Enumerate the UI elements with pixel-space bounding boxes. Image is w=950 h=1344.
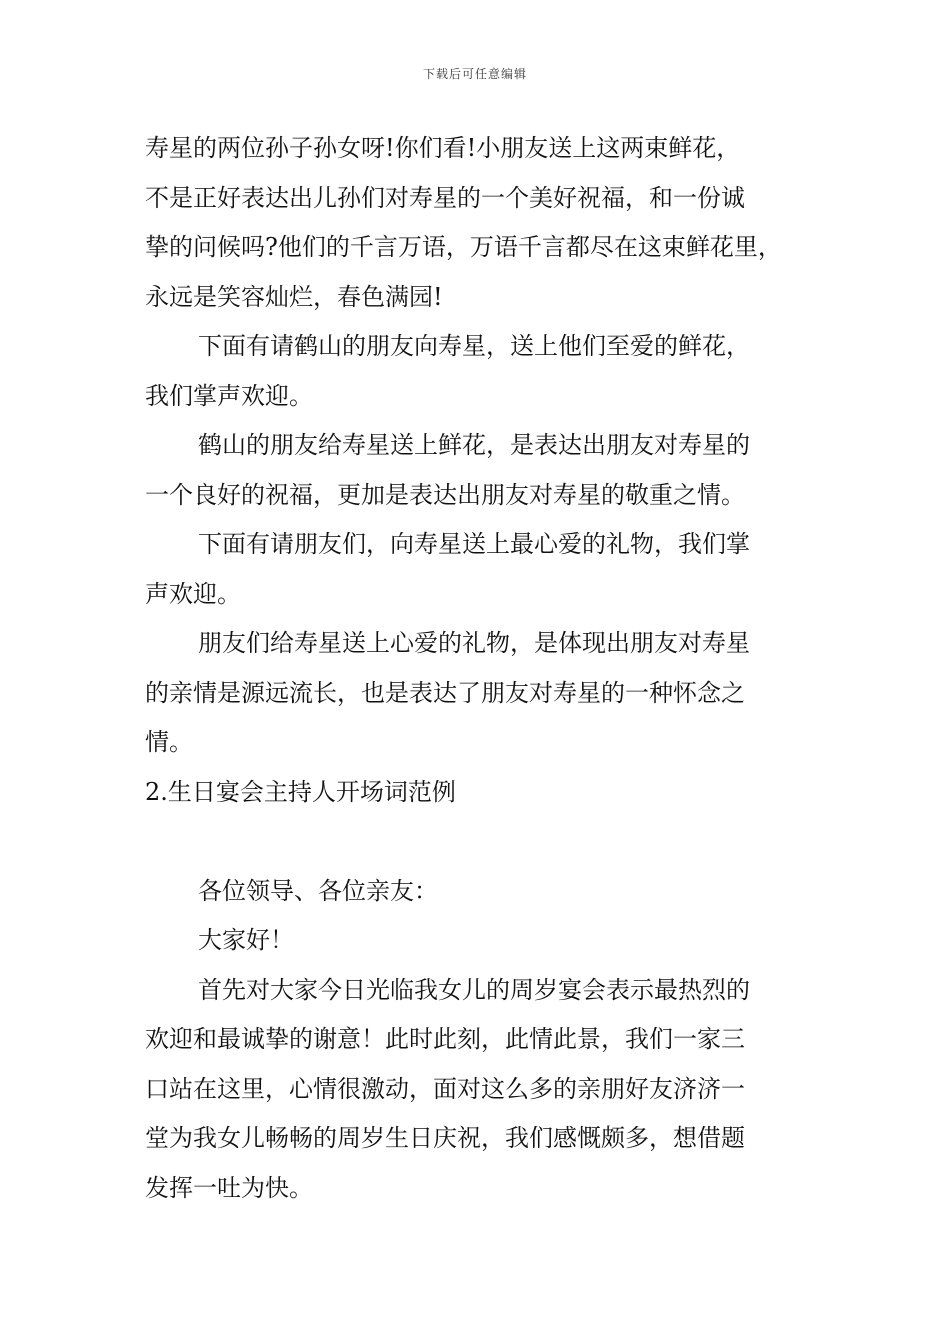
text-line: 一个良好的祝福，更加是表达出朋友对寿星的敬重之情。 <box>145 480 745 509</box>
text-line: 我们掌声欢迎。 <box>145 381 313 410</box>
text-line: 朋友们给寿星送上心爱的礼物，是体现出朋友对寿星 <box>198 629 750 657</box>
document-body <box>145 124 827 1213</box>
text-line: 声欢迎。 <box>145 579 241 608</box>
text-line: 寿星的两位孙子孙女呀!你们看!小朋友送上这两束鲜花， <box>145 134 741 162</box>
text-line: 不是正好表达出儿孙们对寿星的一个美好祝福，和一份诚 <box>145 183 745 212</box>
blank-line <box>145 817 827 867</box>
text-line: 的亲情是源远流长，也是表达了朋友对寿星的一种怀念之 <box>145 678 745 707</box>
text-line: 鹤山的朋友给寿星送上鲜花，是表达出朋友对寿星的 <box>198 431 750 459</box>
text-line: 首先对大家今日光临我女儿的周岁宴会表示最热烈的 <box>198 975 750 1004</box>
text-line: 发挥一吐为快。 <box>145 1173 313 1202</box>
text-line: 大家好！ <box>198 926 294 954</box>
text-line: 堂为我女儿畅畅的周岁生日庆祝，我们感慨颇多，想借题 <box>145 1124 745 1152</box>
text-line: 下面有请鹤山的朋友向寿星，送上他们至爱的鲜花， <box>198 332 750 360</box>
text-line: 2.生日宴会主持人开场词范例 <box>145 777 456 806</box>
text-line: 口站在这里，心情很激动，面对这么多的亲朋好友济济一 <box>145 1074 745 1103</box>
text-line: 永远是笑容灿烂，春色满园! <box>145 282 443 311</box>
text-line: 下面有请朋友们，向寿星送上最心爱的礼物，我们掌 <box>198 530 750 558</box>
text-line: 欢迎和最诚挚的谢意！此时此刻，此情此景，我们一家三 <box>145 1025 745 1053</box>
text-line: 各位领导、各位亲友： <box>198 876 438 905</box>
page-header: 下载后可任意编辑 <box>422 67 527 81</box>
text-line: 挚的问候吗?他们的千言万语，万语千言都尽在这束鲜花里， <box>145 233 782 261</box>
text-line: 情。 <box>145 728 193 756</box>
